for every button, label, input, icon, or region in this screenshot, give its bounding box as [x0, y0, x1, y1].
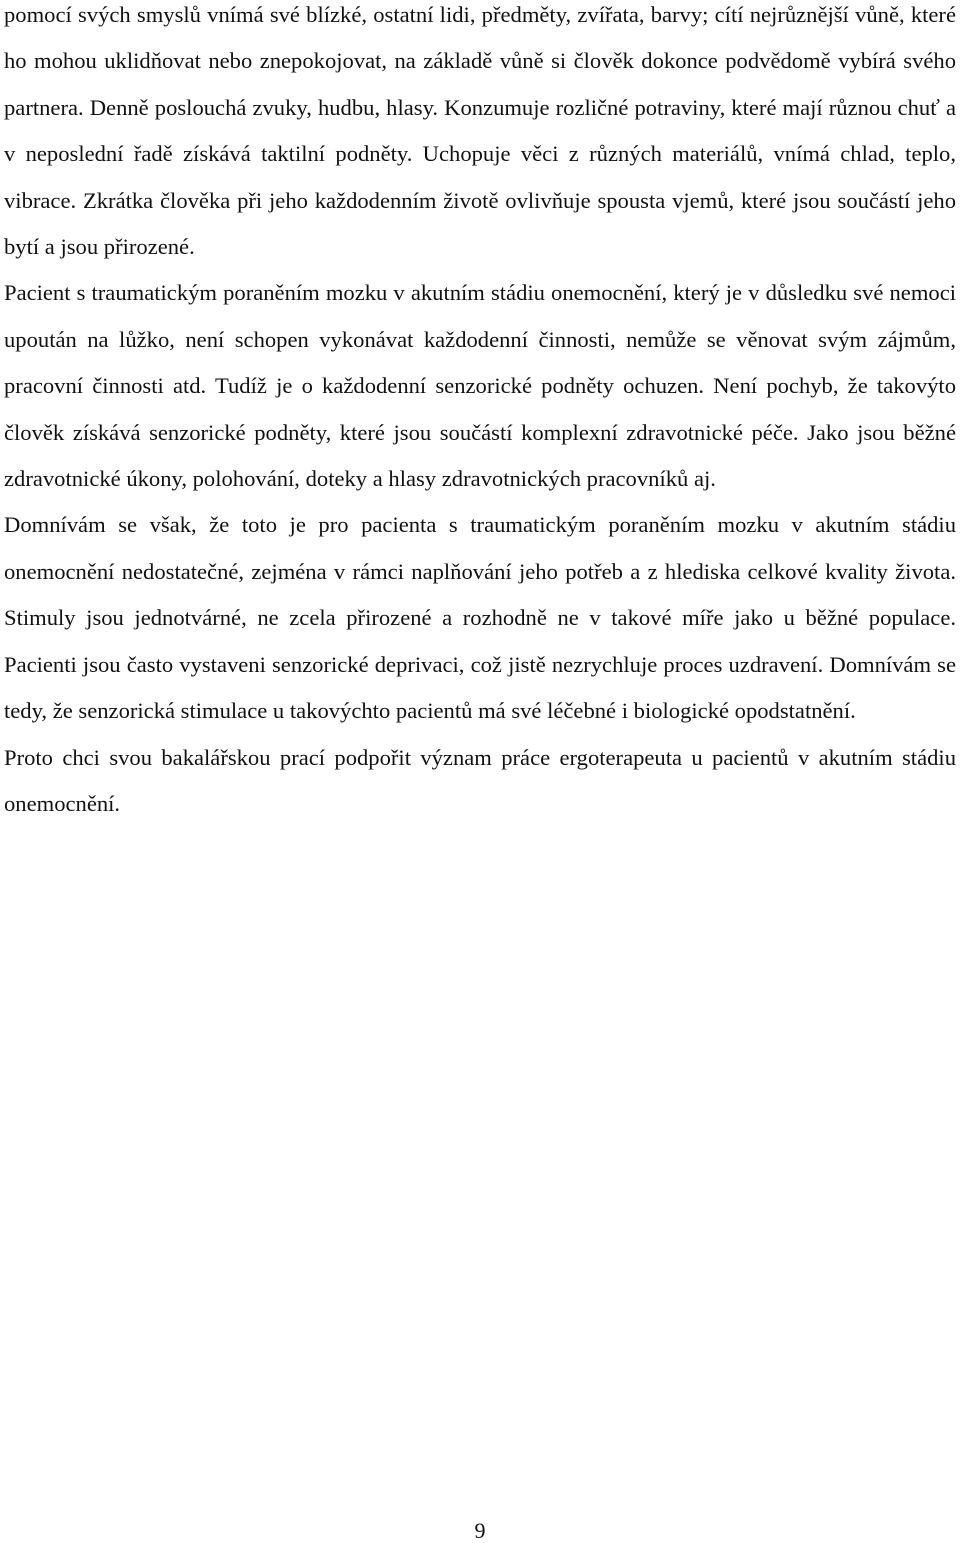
document-page: [4, 0, 956, 1541]
paragraph-patient: Pacient s traumatickým poraněním mozku v akutním stádiu onemocnění, který je v důsledku své nemoci upoután na lůžko, není schopen vykonávat každodenní činnosti, nemůže se věnovat svým zájmům, pracovní činnosti atd. Tudíž je o každodenní senzorické podněty ochuzen. Není pochyb, že takovýto člověk získává senzorické podněty, které jsou součástí komplexní zdravotnické péče. Jako jsou běžné zdravotnické úkony, polohování, doteky a hlasy zdravotnických pracovníků aj.: [4, 280, 956, 492]
body-text: [4, 0, 956, 827]
paragraph-senses: pomocí svých smyslů vnímá své blízké, ostatní lidi, předměty, zvířata, barvy; cítí nejrůznější vůně, které ho mohou uklidňovat nebo znepokojovat, na základě vůně si člověk dokonce podvědomě vybírá svého partnera. Denně poslouchá zvuky, hudbu, hlasy. Konzumuje rozličné potraviny, které mají různou chuť a v neposlední řadě získává taktilní podněty. Uchopuje věci z různých materiálů, vnímá chlad, teplo, vibrace. Zkrátka člověka při jeho každodenním životě ovlivňuje spousta vjemů, které jsou součástí jeho bytí a jsou přirozené.: [4, 2, 956, 260]
page-number: 9: [474, 1518, 486, 1543]
paragraph-aim: Proto chci svou bakalářskou prací podpořit význam práce ergoterapeuta u pacientů v akutním stádiu onemocnění.: [4, 744, 956, 816]
paragraph-opinion: Domnívám se však, že toto je pro pacienta s traumatickým poraněním mozku v akutním stádiu onemocnění nedostatečné, zejména v rámci naplňování jeho potřeb a z hlediska celkové kvality života. Stimuly jsou jednotvárné, ne zcela přirozené a rozhodně ne v takové míře jako u běžné populace. Pacienti jsou často vystaveni senzorické deprivaci, což jistě nezrychluje proces uzdravení. Domnívám se tedy, že senzorická stimulace u takovýchto pacientů má své léčebné i biologické opodstatnění.: [4, 512, 956, 724]
